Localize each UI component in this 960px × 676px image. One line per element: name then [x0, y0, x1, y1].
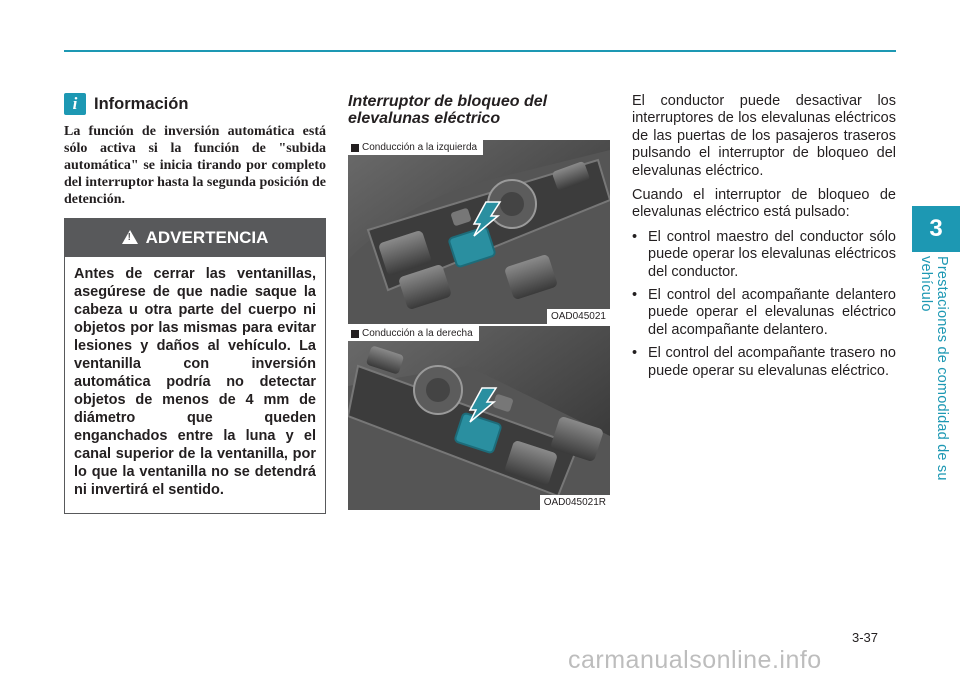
figure-code: OAD045021R	[540, 495, 610, 510]
window-switch-panel-lhd-illustration	[348, 140, 610, 324]
square-bullet-icon	[351, 330, 359, 338]
figure-right-hand-drive	[348, 324, 610, 510]
figure-caption: Conducción a la izquierda	[348, 140, 483, 155]
warning-header	[65, 219, 325, 257]
watermark: carmanualsonline.info	[568, 646, 822, 674]
page-number: 3-37	[852, 630, 879, 645]
info-heading	[64, 93, 188, 115]
list-item: • El control maestro del conductor sólo puede operar los elevalunas eléctricos del conductor.	[632, 228, 896, 280]
warning-text: Antes de cerrar las ventanillas, asegúrese de que nadie saque la cabeza u otra parte del cuerpo ni objetos por las mismas para evitar lesiones y daños al vehículo. La ventanilla con inversión automática podría no detectar objetos de menos de 4 mm de diámetro que queden enganchados entre la luna y el canal superior de la ventanilla, por lo que la ventanilla no se detendrá ni invertirá el sentido.	[74, 266, 316, 498]
list-item: • El control del acompañante trasero no puede operar su elevalunas eléctrico.	[632, 345, 896, 379]
list-item: • El control del acompañante delantero puede operar el elevalunas eléctrico del acompañante delantero.	[632, 287, 896, 338]
chapter-tab	[912, 206, 960, 252]
info-text: La función de inversión automática está sólo activa si la función de "subida automática" se inicia tirando por completo del interruptor hasta la segunda posición de detención.	[64, 124, 326, 207]
square-bullet-icon	[351, 144, 359, 152]
body-text	[632, 93, 896, 386]
info-title: Información	[94, 94, 189, 113]
bullet-icon: •	[632, 228, 638, 245]
warning-box	[64, 218, 326, 514]
paragraph: Cuando el interruptor de bloqueo de elevalunas eléctrico está pulsado:	[632, 187, 896, 221]
bullet-list	[632, 229, 896, 380]
figure-code: OAD045021	[547, 309, 610, 324]
top-rule	[64, 50, 896, 52]
info-icon: i	[64, 93, 86, 115]
section-title: Interruptor de bloqueo del elevalunas eléctrico	[348, 93, 548, 127]
figure-left-hand-drive	[348, 140, 610, 324]
chapter-number: 3	[929, 215, 943, 242]
warning-triangle-icon	[122, 230, 138, 244]
window-switch-panel-rhd-illustration	[348, 326, 610, 510]
bullet-icon: •	[632, 287, 638, 304]
warning-title: ADVERTENCIA	[145, 228, 269, 247]
bullet-icon: •	[632, 345, 638, 362]
figure-caption: Conducción a la derecha	[348, 326, 479, 341]
chapter-title: Prestaciones de comodidad de su vehículo	[918, 256, 950, 481]
paragraph: El conductor puede desactivar los interruptores de los elevalunas eléctricos de las puertas de los pasajeros traseros pulsando el interruptor de bloqueo del elevalunas eléctrico.	[632, 93, 896, 179]
